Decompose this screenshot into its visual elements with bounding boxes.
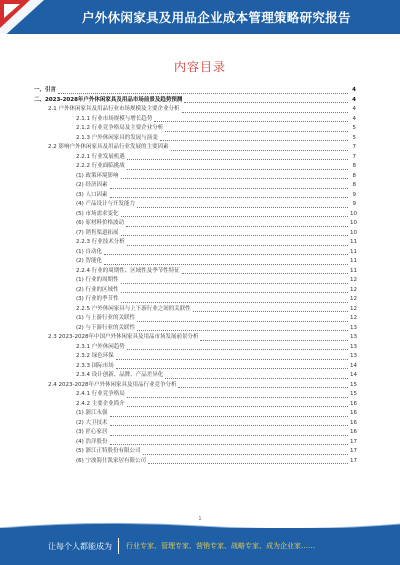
toc-entry[interactable] — [34, 371, 356, 381]
toc-entry-text: 2.2.4 行业的周期性、区域性及季节性特征 — [76, 267, 180, 274]
toc-entry-page: 4 — [352, 106, 356, 112]
toc-entry-page: 4 — [352, 87, 356, 93]
toc-entry-page: 17 — [350, 438, 357, 445]
toc-entry-page: 13 — [350, 334, 357, 340]
toc-entry[interactable] — [34, 390, 356, 400]
toc-entry-page: 11 — [350, 248, 357, 255]
toc-entry[interactable] — [34, 409, 356, 419]
toc-leader-dots — [126, 226, 348, 227]
toc-leader-dots — [154, 121, 348, 122]
toc-entry[interactable] — [34, 438, 356, 448]
toc-entry-text: 二、2023-2028年户外休闲家具及用品市场前景及趋势预测 — [34, 96, 183, 103]
toc-entry-text: (1) 浙江永强 — [76, 410, 108, 416]
toc-entry[interactable] — [34, 238, 356, 248]
toc-entry-text: 2.3.1 户外休闲趋势 — [76, 343, 125, 350]
footer-divider — [118, 538, 119, 554]
toc-leader-dots — [116, 368, 348, 369]
toc-entry-page: 14 — [350, 372, 357, 378]
toc-entry[interactable] — [34, 143, 356, 153]
toc-entry-text: 一、引言 — [34, 87, 57, 93]
toc-leader-dots — [110, 188, 348, 189]
toc-entry[interactable] — [34, 447, 356, 457]
toc-entry[interactable] — [34, 86, 356, 96]
toc-entry-text: (1) 与上游行业的关联性 — [76, 315, 136, 321]
toc-entry-text: 2.1.3 户外休闲家具的发展与演变 — [76, 134, 158, 141]
toc-leader-dots — [165, 378, 348, 379]
toc-entry-page: 10 — [350, 210, 357, 217]
toc-entry-page: 17 — [350, 457, 357, 464]
toc-entry-text: 2.1.2 行业竞争格局及主要企业分析 — [76, 125, 164, 131]
toc-entry[interactable] — [34, 457, 356, 467]
toc-entry[interactable] — [34, 428, 356, 438]
toc-leader-dots — [178, 387, 348, 388]
toc-entry[interactable] — [34, 191, 356, 201]
toc-entry-page: 12 — [350, 296, 357, 302]
toc-leader-dots — [137, 321, 348, 322]
toc-entry[interactable] — [34, 295, 356, 305]
toc-entry-page: 16 — [350, 429, 357, 435]
toc-entry-text: 2.2.3 行业技术分析 — [76, 239, 125, 245]
toc-entry-text: (2) 与下游行业的关联性 — [76, 324, 136, 331]
toc-entry-text: 2.3 2023-2028年中国户外休闲家具及用品市场发展前景分析 — [48, 334, 199, 340]
toc-leader-dots — [110, 425, 348, 426]
toc-leader-dots — [127, 159, 348, 160]
toc-entry-text: (2) 大卫技术 — [76, 419, 108, 426]
toc-entry-page: 12 — [350, 286, 357, 293]
toc-entry-page: 8 — [352, 182, 356, 188]
footer-slogan-left: 让每个人都能成为 — [48, 542, 112, 551]
toc-entry-page: 13 — [350, 343, 357, 350]
toc-entry[interactable] — [34, 305, 356, 315]
toc-entry[interactable] — [34, 343, 356, 353]
toc-leader-dots — [121, 178, 348, 179]
toc-entry-page: 7 — [352, 153, 356, 160]
toc-entry[interactable] — [34, 381, 356, 391]
toc-entry-page: 12 — [350, 277, 357, 283]
toc-entry[interactable] — [34, 200, 356, 210]
toc-leader-dots — [121, 216, 348, 217]
table-of-contents — [34, 86, 356, 466]
toc-entry-page: 12 — [350, 305, 357, 312]
toc-entry[interactable] — [34, 181, 356, 191]
toc-entry-text: 2.2 影响户外休闲家具及用品行业发展的主要因素 — [48, 144, 169, 150]
toc-entry[interactable] — [34, 257, 356, 267]
toc-leader-dots — [137, 207, 348, 208]
toc-leader-dots — [171, 150, 349, 151]
toc-leader-dots — [127, 397, 348, 398]
toc-entry-page: 8 — [352, 172, 356, 179]
toc-entry-text: 2.1.1 行业市场规模与增长趋势 — [76, 115, 153, 122]
toc-entry[interactable] — [34, 267, 356, 277]
toc-entry-page: 4 — [352, 115, 356, 122]
toc-leader-dots — [104, 264, 348, 265]
toc-entry-text: (4) 浩洋股份 — [76, 438, 108, 445]
toc-leader-dots — [116, 359, 348, 360]
toc-entry[interactable] — [34, 105, 356, 115]
toc-leader-dots — [121, 283, 348, 284]
toc-entry-text: (5) 市场需求变化 — [76, 210, 119, 217]
toc-entry-page: 8 — [352, 163, 356, 169]
toc-entry[interactable] — [34, 172, 356, 182]
toc-leader-dots — [193, 311, 348, 312]
toc-leader-dots — [127, 245, 348, 246]
toc-entry-text: 2.1 户外休闲家具及用品行业市场规模及主要企业分析 — [48, 106, 180, 112]
toc-entry[interactable] — [34, 286, 356, 296]
toc-entry-page: 10 — [350, 220, 357, 226]
toc-leader-dots — [160, 140, 348, 141]
toc-entry[interactable] — [34, 229, 356, 239]
toc-entry-page: 10 — [350, 229, 357, 236]
toc-entry-page: 9 — [352, 191, 356, 198]
toc-entry-text: (3) 匠心家居 — [76, 429, 108, 435]
toc-entry-text: (2) 行业的区域性 — [76, 286, 119, 293]
toc-entry-page: 16 — [350, 410, 357, 416]
toc-entry[interactable] — [34, 210, 356, 220]
page-number: 1 — [198, 516, 202, 522]
toc-entry-text: (3) 行业的季节性 — [76, 296, 119, 302]
toc-entry-page: 5 — [352, 134, 356, 141]
toc-leader-dots — [110, 435, 348, 436]
toc-entry-page: 16 — [350, 419, 357, 426]
toc-entry-text: (7) 销售渠道拓展 — [76, 229, 119, 236]
toc-entry-page: 15 — [350, 391, 357, 397]
toc-leader-dots — [104, 254, 348, 255]
toc-entry[interactable] — [34, 333, 356, 343]
toc-entry-page: 14 — [350, 362, 357, 369]
toc-leader-dots — [110, 197, 348, 198]
toc-leader-dots — [184, 102, 348, 103]
toc-leader-dots — [200, 340, 348, 341]
toc-entry-page: 5 — [352, 125, 356, 131]
toc-entry-text: (6) 宁波海仕凯家居有限公司 — [76, 457, 147, 464]
toc-leader-dots — [121, 292, 348, 293]
toc-leader-dots — [110, 444, 348, 445]
toc-leader-dots — [165, 131, 348, 132]
toc-entry[interactable] — [34, 324, 356, 334]
toc-leader-dots — [110, 416, 348, 417]
toc-entry-page: 16 — [350, 400, 357, 407]
toc-entry-text: 2.2.5 户外休闲家具与上下游行业之间的关联性 — [76, 305, 191, 312]
toc-entry[interactable] — [34, 419, 356, 429]
toc-entry[interactable] — [34, 248, 356, 258]
toc-entry[interactable] — [34, 400, 356, 410]
toc-entry-page: 13 — [350, 324, 357, 331]
toc-entry[interactable] — [34, 153, 356, 163]
toc-entry-text: (2) 经济因素 — [76, 182, 108, 188]
toc-entry-page: 11 — [350, 239, 357, 245]
toc-entry[interactable] — [34, 219, 356, 229]
toc-entry-text: (1) 自动化 — [76, 248, 103, 255]
toc-leader-dots — [121, 235, 348, 236]
toc-entry[interactable] — [34, 276, 356, 286]
toc-entry-text: 2.4.2 主要企业简介 — [76, 400, 125, 407]
toc-entry-text: 2.2.1 行业发展机遇 — [76, 153, 125, 160]
toc-entry[interactable] — [34, 124, 356, 134]
toc-entry-text: (5) 浙江正特股份有限公司 — [76, 448, 141, 454]
corner-logo-icon — [0, 0, 44, 40]
toc-entry-text: 2.3.2 绿色环保 — [76, 353, 114, 359]
toc-leader-dots — [143, 454, 348, 455]
toc-entry-page: 9 — [352, 201, 356, 207]
toc-entry[interactable] — [34, 96, 356, 106]
toc-title: 内容目录 — [173, 60, 226, 74]
toc-entry-page: 13 — [350, 353, 357, 359]
toc-leader-dots — [58, 93, 348, 94]
toc-entry-text: (2) 智能化 — [76, 258, 103, 264]
toc-entry-page: 15 — [350, 381, 357, 388]
toc-entry[interactable] — [34, 362, 356, 372]
toc-entry-text: (1) 政策环境影响 — [76, 172, 119, 179]
toc-leader-dots — [121, 302, 348, 303]
toc-leader-dots — [137, 330, 348, 331]
toc-leader-dots — [127, 169, 348, 170]
footer-slogan-right: 行业专家、管理专家、营销专家、战略专家、成为企业家…… — [126, 542, 315, 550]
toc-entry-text: 2.4 2023-2028年户外休闲家具及用品行业竞争分析 — [48, 381, 177, 388]
toc-entry[interactable] — [34, 352, 356, 362]
toc-entry-text: 2.3.3 国际市场 — [76, 362, 114, 369]
toc-entry[interactable] — [34, 314, 356, 324]
toc-leader-dots — [148, 463, 348, 464]
toc-entry-text: 2.2.2 行业面临挑战 — [76, 163, 125, 169]
report-title: 户外休闲家具及用品企业成本管理策略研究报告 — [82, 10, 351, 25]
toc-entry-page: 12 — [350, 315, 357, 321]
toc-entry-page: 17 — [350, 448, 357, 454]
toc-entry-page: 11 — [350, 258, 357, 264]
toc-entry-text: 2.3.4 设计创新、品牌、产品差异化 — [76, 372, 164, 378]
toc-entry-text: (4) 产品设计与开发能力 — [76, 201, 136, 207]
toc-entry-text: (3) 人口因素 — [76, 191, 108, 198]
toc-entry-page: 4 — [352, 96, 356, 103]
toc-leader-dots — [182, 112, 349, 113]
toc-entry[interactable] — [34, 134, 356, 144]
toc-entry-text: (1) 行业的周期性 — [76, 277, 119, 283]
toc-entry[interactable] — [34, 162, 356, 172]
toc-entry-page: 11 — [350, 267, 357, 274]
toc-leader-dots — [182, 273, 348, 274]
toc-leader-dots — [127, 349, 348, 350]
toc-entry-text: 2.4.1 行业竞争格局 — [76, 391, 125, 397]
toc-entry-page: 7 — [352, 144, 356, 150]
toc-entry-text: (6) 原材料价格波动 — [76, 220, 125, 226]
toc-leader-dots — [127, 406, 348, 407]
toc-entry[interactable] — [34, 115, 356, 125]
